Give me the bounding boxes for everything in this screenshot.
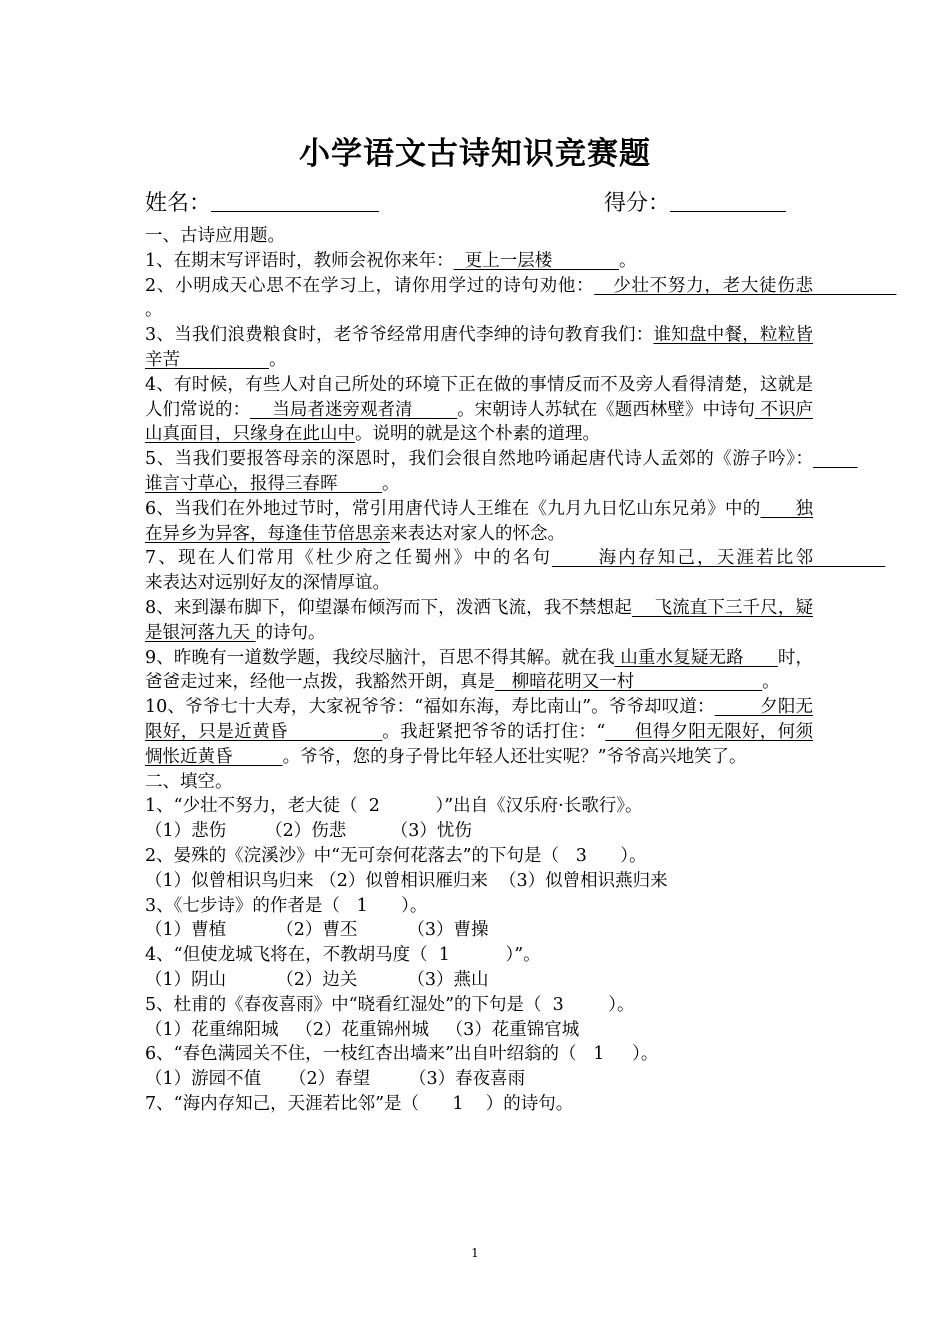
answer: 谁言寸草心，报得三春晖	[145, 449, 858, 494]
question-5: 5、当我们要报答母亲的深恩时，我们会很自然地吟诵起唐代诗人孟郊的《游子吟》： 谁言寸草心，报得三春晖 。	[145, 449, 858, 494]
fill-options-6: （1）游园不值 （2）春望 （3）春夜喜雨	[145, 1069, 526, 1090]
question-2: 2、小明成天心思不在学习上，请你用学过的诗句劝他： 少壮不努力，老大徒伤悲 。	[145, 275, 897, 321]
answer: 当局者迷旁观者清	[250, 399, 458, 420]
score-field[interactable]	[604, 186, 786, 217]
fill-question-2: 2、晏殊的《浣溪沙》中“无可奈何花落去”的下句是（ 3 ）。	[145, 845, 647, 866]
question-10: 10、爷爷七十大寿，大家祝爷爷：“福如东海，寿比南山”。爷爷却叹道： 夕阳无限好，只是近黄昏 。我赶紧把爷爷的话打住：“ 但得夕阳无限好，何须惆怅近黄昏 。爷爷，您的身子骨比年轻人还壮实呢？”爷爷高兴地笑了。	[145, 697, 813, 767]
answer: 独在异乡为异客，每逢佳节倍思亲	[145, 498, 813, 544]
page-number: 1	[471, 1246, 479, 1260]
fill-question-4: 4、“但使龙城飞将在，不教胡马度（ 1 ）”。	[145, 945, 541, 966]
fill-question-1: 1、“少壮不努力，老大徒（ 2 ）”出自《汉乐府·长歌行》。	[145, 796, 643, 817]
fill-options-1: （1）悲伤 （2）伤悲 （3）忧伤	[145, 821, 472, 842]
fill-question-7: 7、“海内存知己，天涯若比邻”是（ 1 ）的诗句。	[145, 1093, 574, 1114]
fill-options-2: （1）似曾相识鸟归来 （2）似曾相识雁归来 （3）似曾相识燕归来	[145, 870, 668, 891]
score-label: 得分：	[604, 191, 671, 216]
question-3: 3、当我们浪费粮食时，老爷爷经常用唐代李绅的诗句教育我们：谁知盘中餐，粒粒皆辛苦 。	[145, 325, 813, 370]
answer: 更上一层楼	[453, 250, 620, 271]
question-6: 6、当我们在外地过节时，常引用唐代诗人王维在《九月九日忆山东兄弟》中的 独在异乡为异客，每逢佳节倍思亲来表达对家人的怀念。	[145, 498, 813, 544]
fill-options-3: （1）曹植 （2）曹丕 （3）曹操	[145, 920, 489, 941]
answer: 但得夕阳无限好，何须惆怅近黄昏	[145, 721, 813, 767]
page-title: 小学语文古诗知识竞赛题	[299, 136, 651, 172]
question-9: 9、昨晚有一道数学题，我绞尽脑汁，百思不得其解。就在我 山重水复疑无路 时，爸爸走过来，经他一点拨，我豁然开朗，真是 柳暗花明又一村 。	[145, 647, 813, 693]
answer: 山重水复疑无路	[614, 647, 778, 668]
question-1: 1、在期末写评语时，教师会祝你来年： 更上一层楼 。	[145, 250, 637, 271]
answer: 不识庐山真面目，只缘身在此山中	[145, 399, 813, 445]
fill-options-4: （1）阴山 （2）边关 （3）燕山	[145, 969, 489, 990]
question-4: 4、有时候，有些人对自己所处的环境下正在做的事情反而不及旁人看得清楚，这就是人们常说的： 当局者迷旁观者清 。宋朝诗人苏轼在《题西林壁》中诗句 不识庐山真面目，只缘身在此山中。说明的就是这个朴素的道理。	[145, 374, 813, 445]
score-blank[interactable]	[670, 189, 786, 212]
name-label: 姓名：	[145, 191, 212, 216]
fill-question-3: 3、《七步诗》的作者是（ 1 ）。	[145, 895, 428, 916]
answer: 柳暗花明又一村	[495, 672, 763, 693]
answer: 飞流直下三千尺，疑是银河落九天	[145, 597, 813, 643]
answer: 夕阳无限好，只是近黄昏	[145, 697, 813, 742]
name-field[interactable]	[145, 186, 379, 217]
section-heading: 二、填空。	[145, 771, 233, 792]
question-body	[145, 224, 897, 1117]
question-7: 7、现在人们常用《杜少府之任蜀州》中的名句 海内存知己，天涯若比邻 来表达对远别好友的深情厚谊。	[145, 548, 886, 594]
answer: 谁知盘中餐，粒粒皆辛苦	[145, 325, 813, 370]
fill-options-5: （1）花重绵阳城 （2）花重锦州城 （3）花重锦官城	[145, 1019, 580, 1040]
fill-question-6: 6、“春色满园关不住，一枝红杏出墙来”出自叶绍翁的（ 1 ）。	[145, 1044, 659, 1065]
fill-question-5: 5、杜甫的《春夜喜雨》中“晓看红湿处”的下句是（ 3 ）。	[145, 994, 635, 1015]
section-heading: 一、古诗应用题。	[145, 226, 285, 246]
question-8: 8、来到瀑布脚下，仰望瀑布倾泻而下，泼洒飞流，我不禁想起 飞流直下三千尺，疑是银河落九天 的诗句。	[145, 597, 813, 643]
answer: 少壮不努力，老大徒伤悲	[594, 275, 897, 296]
name-blank[interactable]	[211, 189, 379, 212]
answer: 海内存知己，天涯若比邻	[552, 548, 886, 569]
